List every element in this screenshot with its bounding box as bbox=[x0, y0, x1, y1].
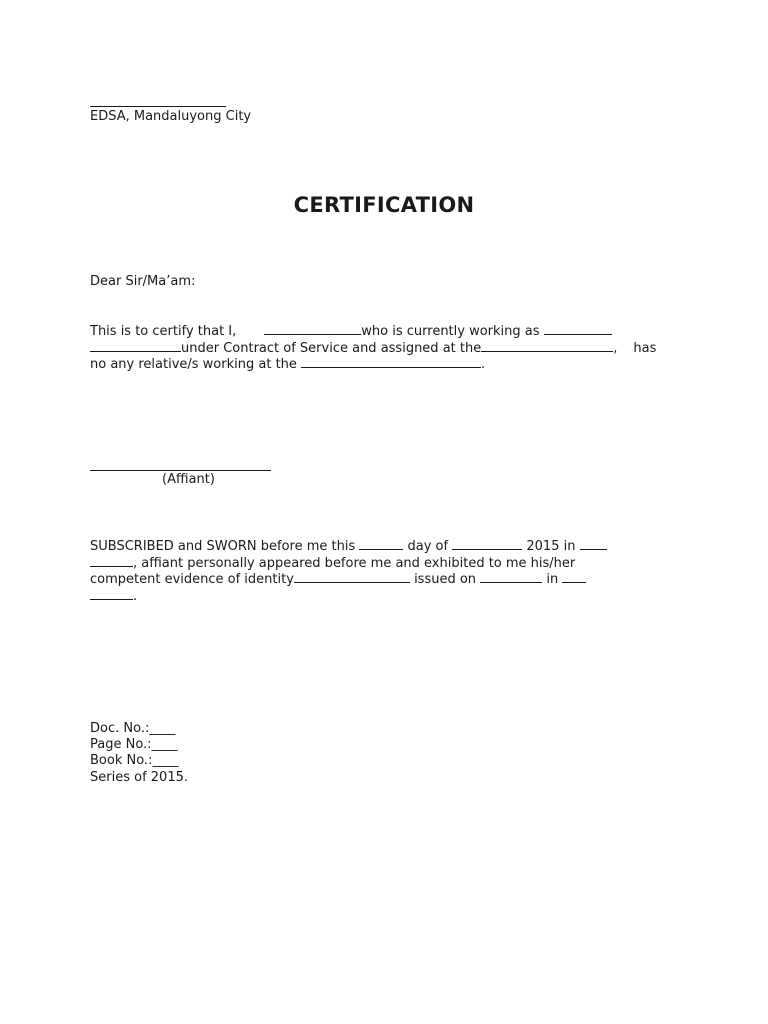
certify-text-2a: under Contract of Service and assigned at the bbox=[181, 341, 482, 356]
sworn-line-4 bbox=[90, 588, 137, 605]
doc-no: Doc. No.:____ bbox=[90, 721, 176, 736]
book-no: Book No.:____ bbox=[90, 753, 179, 768]
month-blank[interactable] bbox=[452, 538, 522, 550]
affiant-signature-line[interactable] bbox=[90, 470, 271, 471]
certify-text-3b: . bbox=[481, 357, 486, 372]
position-blank-continued[interactable] bbox=[90, 340, 181, 352]
certify-text-3a: no any relative/s working at the bbox=[90, 357, 297, 372]
sworn-line-1 bbox=[90, 538, 607, 555]
salutation: Dear Sir/Ma’am: bbox=[90, 274, 196, 289]
sworn-line-3 bbox=[90, 571, 586, 588]
position-blank[interactable] bbox=[544, 323, 612, 335]
office-blank[interactable] bbox=[301, 356, 481, 368]
affiant-label: (Affiant) bbox=[162, 472, 215, 487]
sworn-text-1c: 2015 in bbox=[526, 539, 576, 554]
day-blank[interactable] bbox=[359, 538, 403, 550]
identity-blank[interactable] bbox=[294, 571, 410, 583]
name-blank[interactable] bbox=[264, 323, 361, 335]
issued-place-blank[interactable] bbox=[562, 571, 586, 583]
issued-date-blank[interactable] bbox=[480, 571, 542, 583]
certify-text-2c: has bbox=[633, 341, 657, 356]
certify-text-1a: This is to certify that I, bbox=[90, 324, 237, 339]
letterhead-address: EDSA, Mandaluyong City bbox=[90, 109, 252, 124]
document-title: CERTIFICATION bbox=[293, 193, 475, 217]
sworn-text-3c: in bbox=[546, 572, 559, 587]
assignment-blank[interactable] bbox=[481, 340, 613, 352]
certify-line-3 bbox=[90, 356, 485, 373]
sworn-text-3b: issued on bbox=[414, 572, 477, 587]
series: Series of 2015. bbox=[90, 770, 188, 785]
certify-text-1b: who is currently working as bbox=[361, 324, 540, 339]
sworn-text-3a: competent evidence of identity bbox=[90, 572, 294, 587]
certify-line-1 bbox=[90, 323, 612, 340]
place-blank-continued[interactable] bbox=[90, 555, 133, 567]
page-no: Page No.:____ bbox=[90, 737, 178, 752]
certify-line-2 bbox=[90, 340, 656, 357]
sworn-line-2 bbox=[90, 555, 575, 572]
issued-place-blank-continued[interactable] bbox=[90, 588, 133, 600]
sworn-text-1a: SUBSCRIBED and SWORN before me this bbox=[90, 539, 356, 554]
sworn-text-2a: , affiant personally appeared before me and exhibited to me his/her bbox=[133, 556, 576, 571]
certify-text-2b: , bbox=[613, 341, 618, 356]
place-blank[interactable] bbox=[580, 538, 607, 550]
sworn-text-4a: . bbox=[133, 589, 138, 604]
sworn-text-1b: day of bbox=[407, 539, 449, 554]
letterhead-name-blank bbox=[90, 106, 226, 107]
